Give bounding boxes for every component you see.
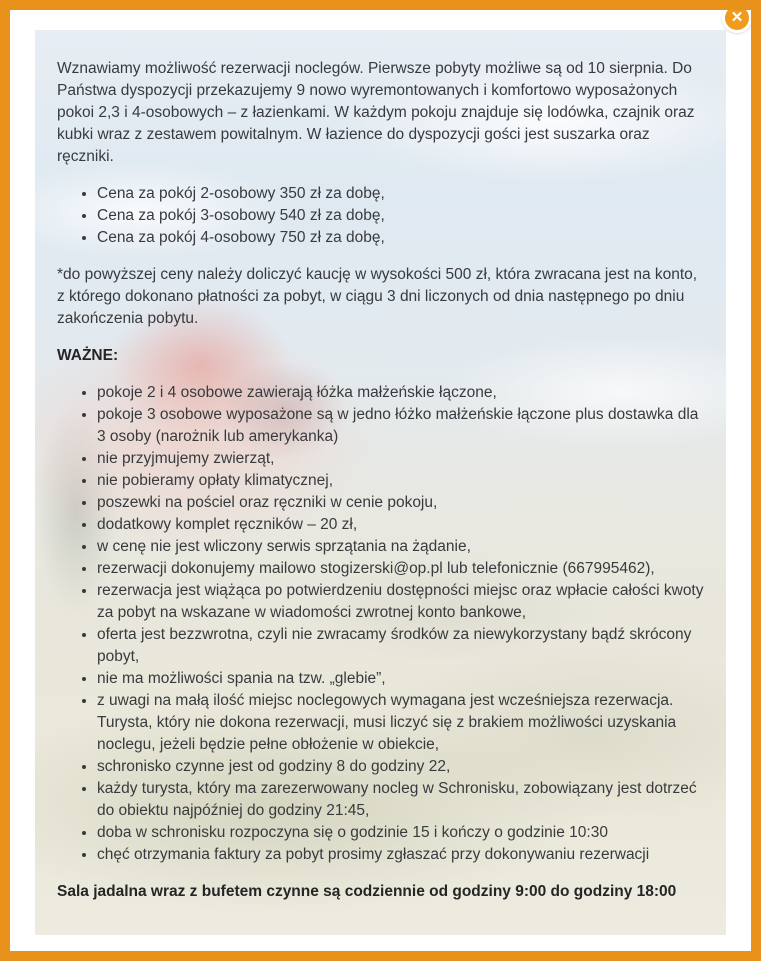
price-item: • Cena za pokój 3-osobowy 540 zł za dobę, bbox=[97, 205, 706, 227]
price-list bbox=[57, 183, 706, 249]
important-list bbox=[57, 382, 706, 866]
close-button[interactable] bbox=[722, 3, 752, 33]
footer-note: Sala jadalna wraz z bufetem czynne są codziennie od godziny 9:00 do godziny 18:00 bbox=[57, 883, 677, 900]
important-item: • z uwagi na małą ilość miejsc noclegowych wymagana jest wcześniejsza rezerwacja. Turysta, który nie dokona rezerwacji, musi liczyć się z brakiem możliwości uzyskania noclegu, jeżeli będzie pełne obłożenie w obiekcie, bbox=[97, 690, 706, 756]
important-item: • doba w schronisku rozpoczyna się o godzinie 15 i kończy o godzinie 10:30 bbox=[97, 822, 706, 844]
important-item: • oferta jest bezzwrotna, czyli nie zwracamy środków za niewykorzystany bądź skrócony pobyt, bbox=[97, 624, 706, 668]
deposit-note: *do powyższej ceny należy doliczyć kaucję w wysokości 500 zł, która zwracana jest na konto, z którego dokonano płatności za pobyt, w ciągu 3 dni liczonych od dnia następnego po dniu zakończenia pobytu. bbox=[57, 266, 698, 327]
important-item: • rezerwacji dokonujemy mailowo stogizerski@op.pl lub telefonicznie (667995462), bbox=[97, 558, 706, 580]
important-item: • nie ma możliwości spania na tzw. „glebie”, bbox=[97, 668, 706, 690]
important-item: • rezerwacja jest wiążąca po potwierdzeniu dostępności miejsc oraz wpłacie całości kwoty za pobyt na wskazane w wiadomości zwrotnej konto bankowe, bbox=[97, 580, 706, 624]
important-item: • każdy turysta, który ma zarezerwowany nocleg w Schronisku, zobowiązany jest dotrzeć do obiektu najpóźniej do godziny 21:45, bbox=[97, 778, 706, 822]
price-item: • Cena za pokój 4-osobowy 750 zł za dobę, bbox=[97, 227, 706, 249]
important-heading: WAŻNE: bbox=[57, 347, 119, 364]
notice-panel bbox=[35, 30, 726, 935]
important-item: • poszewki na pościel oraz ręczniki w cenie pokoju, bbox=[97, 492, 706, 514]
important-item: • w cenę nie jest wliczony serwis sprzątania na żądanie, bbox=[97, 536, 706, 558]
price-item: • Cena za pokój 2-osobowy 350 zł za dobę, bbox=[97, 183, 706, 205]
important-item: • schronisko czynne jest od godziny 8 do godziny 22, bbox=[97, 756, 706, 778]
important-item: • pokoje 3 osobowe wyposażone są w jedno łóżko małżeńskie łączone plus dostawka dla 3 osoby (narożnik lub amerykanka) bbox=[97, 404, 706, 448]
important-item: • chęć otrzymania faktury za pobyt prosimy zgłaszać przy dokonywaniu rezerwacji bbox=[97, 844, 706, 866]
important-item: • nie pobieramy opłaty klimatycznej, bbox=[97, 470, 706, 492]
important-item: • dodatkowy komplet ręczników – 20 zł, bbox=[97, 514, 706, 536]
important-item: • pokoje 2 i 4 osobowe zawierają łóżka małżeńskie łączone, bbox=[97, 382, 706, 404]
close-icon: ✕ bbox=[730, 8, 744, 26]
important-item: • nie przyjmujemy zwierząt, bbox=[97, 448, 706, 470]
intro-paragraph: Wznawiamy możliwość rezerwacji noclegów. Pierwsze pobyty możliwe są od 10 sierpnia. Do Państwa dyspozycji przekazujemy 9 nowo wyremontowanych i komfortowo wyposażonych pokoi 2,3 i 4-osobowych – z łazienkami. W każdym pokoju znajduje się lodówka, czajnik oraz kubki wraz z zestawem powitalnym. W łazience do dyspozycji gości jest suszarka oraz ręczniki. bbox=[57, 60, 695, 165]
